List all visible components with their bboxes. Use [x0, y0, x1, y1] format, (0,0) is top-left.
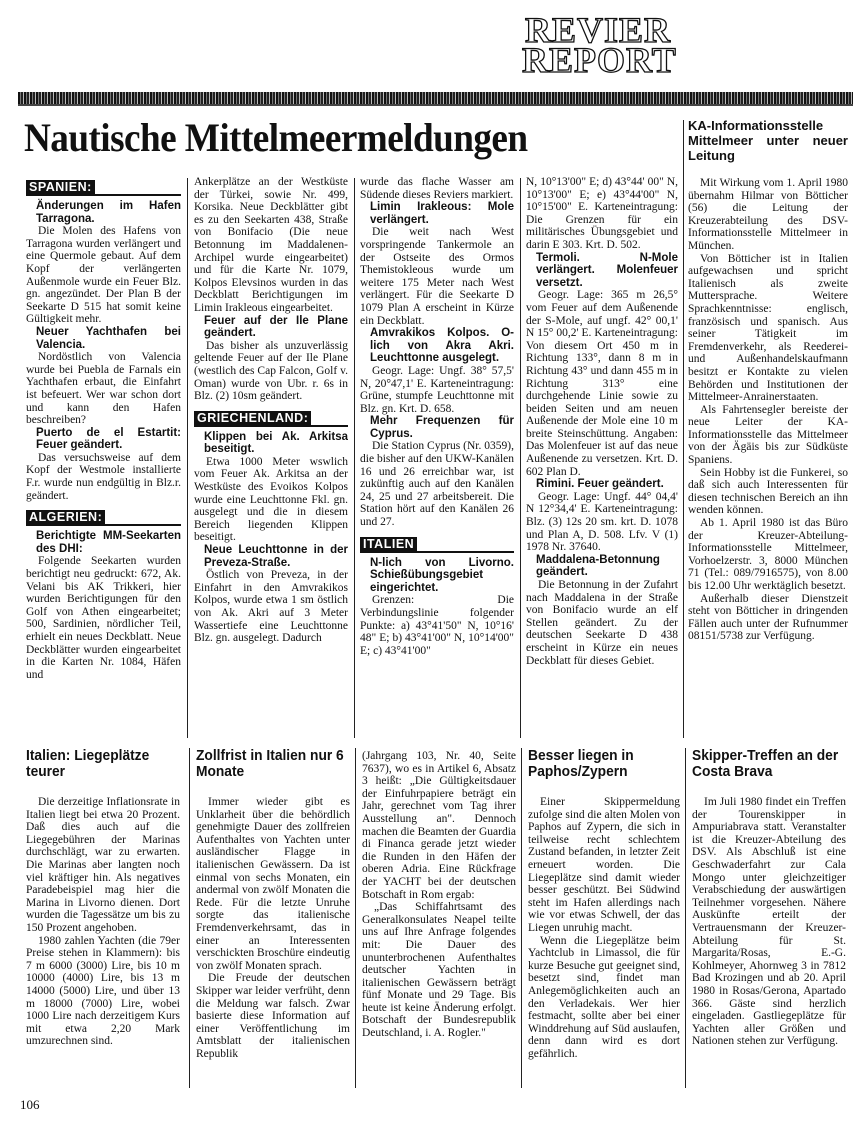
notice-heading: Änderungen im Hafen Tarragona. [36, 200, 181, 225]
notice-text: Das bisher als unzuverlässig geltende Feuer auf der Ile Plane (westlich des Cap Falcon, Golf v. Oman) wurde von Ubr. r. 6s in Blz. (2) 10sm geändert. [194, 339, 348, 403]
page-number: 106 [20, 1097, 40, 1112]
article-italien-liegeplaetze [26, 796, 180, 1086]
notice-heading: Limin Irakleous: Mole verlängert. [370, 201, 514, 226]
logo-line-2: REPORT [522, 40, 677, 80]
sidebar-title: KA-Informationsstelle Mittelmeer unter neuer Leitung [688, 118, 848, 163]
column-1 [26, 180, 181, 740]
column-4 [526, 176, 678, 740]
section-heading-italien: ITALIEN [360, 537, 514, 553]
article-paragraph: Einer Skippermeldung zufolge sind die alten Molen von Paphos auf Zypern, die sich in teilweise recht schlechtem Zustand befanden, in letzter Zeit erneuert worden. Die Liegeplätze sind damit wieder besser geschützt. Bei Südwind steht im Hafen allerdings nach wie vor etwas Schwell, der das Liegen unruhig macht. [528, 796, 680, 934]
article-paragraph: Immer wieder gibt es Unklarheit über die behördlich genehmigte Dauer des zollfreien Aufenthaltes von Yachten unter ausländischer Flagge in italienischen Gewässern. Da ist einmal von sechs Monaten, ein andermal von zwölf Monaten die Rede. Für die letzte Unruhe sorgte das italienische Fremdenverkehrsamt, das in einer an Interessenten verschickten Broschüre eindeutig von zwölf Monaten sprach. [196, 796, 350, 972]
article-paragraph: Die derzeitige Inflationsrate in Italien liegt bei etwa 20 Prozent. Daß dies auch auf die Liegegebühren der Marinas durchschlägt, war zu erwarten. Die Marinas aber langten noch viel kräftiger hin. Als negatives Paradebeispiel mag hier die Marina in Livorno dienen. Dort wurden die Tagessätze um bis zu 150 Prozent angehoben. [26, 796, 180, 934]
article-paragraph: 1980 zahlen Yachten (die 79er Preise stehen in Klammern): bis 7 m 6000 (3000) Lire, bis 10 m 10000 (4000) Lire, bis 13 m 14000 (5000) Lire, und über 13 m 18000 (7000) Lire, wobei 1000 Lire nach derzeitigem Kurs mit etwa 2,20 Mark umzurechnen sind. [26, 934, 180, 1048]
section-heading-griechenland: GRIECHENLAND: [194, 411, 348, 427]
notice-text: Geogr. Lage: 365 m 26,5° vom Feuer auf dem Außenende der S-Mole, auf ungf. 42° 00,1' N 15° 00,2' E. Karteneintragung: Von diesem Ort 450 m in Richtung 133°, dann 8 m in Richtung 43° und dann 455 m in Richtung 313° eine durchgehende Linie sowie zu beiden Seiten und am neuen Außenende der Mole eine 10 m breite Steinschüttung. Angaben: Das Molenfeuer ist auf das neue Außenende zu versetzen. Krt. D. 602 Plan D. [526, 289, 678, 478]
notice-text: Die Betonnung in der Zufahrt nach Maddalena in der Straße von Bonifacio wurde an elf Stellen geändert. Zu der deutschen Seekarte D 438 erscheint in Kürze ein neues Deckblatt für dieses Gebiet. [526, 579, 678, 667]
notice-heading: Neuer Yachthafen bei Valencia. [36, 325, 181, 351]
notice-heading: Neue Leuchttonne in der Preveza-Straße. [204, 544, 348, 569]
notice-text: Die Station Cyprus (Nr. 0359), die bisher auf den UKW-Kanälen 16 und 26 erreichbar war, ist zukünftig auch auf den Kanälen 24, 25 und 27 arbeitsbereit. Die Station hört auf den Kanälen 26 und 27. [360, 440, 514, 529]
notice-text: Nordöstlich von Valencia wurde bei Puebla de Farnals ein Yachthafen erbaut, die Einfahrt ist befeuert. Wer war schon dort und kann den Hafen beschreiben? [26, 351, 181, 427]
column-divider [355, 748, 356, 1088]
section-heading-algerien: ALGERIEN: [26, 510, 181, 526]
sidebar-article [688, 118, 848, 738]
notice-heading: N-lich von Livorno. Schießübungsgebiet eingerichtet. [370, 556, 514, 594]
article-skipper-treffen [692, 796, 846, 1086]
article-zollfrist [196, 796, 350, 1086]
column-2 [194, 176, 348, 740]
article-zollfrist-continued [362, 750, 516, 1086]
article-paragraph: (Jahrgang 103, Nr. 40, Seite 7637), wo es in Artikel 6, Absatz 3 heißt: „Die Gültigkeitsdauer der Einfuhrpapiere beträgt ein Jahr, gerechnet vom Tag ihrer Ausstellung an". Dennoch machen die Beamten der Guardia di Financa gerade jetzt wieder die Runden in den Häfen der oberen Adria. Eine Rückfrage der YACHT bei der deutschen Botschaft in Rom ergab: [362, 750, 516, 901]
masthead-band [18, 92, 853, 104]
notice-heading: Rimini. Feuer geändert. [536, 478, 664, 491]
notice-heading: Feuer auf der Ile Plane geändert. [204, 314, 348, 340]
column-divider [521, 748, 522, 1088]
notice-text: N, 10°13'00" E; d) 43°44' 00" N, 10°13'00" E; e) 43°44'00" N, 10°15'00" E. Karteneintragung: Die Grenzen für ein militärisches Übungsgebiet und darin E 303. Krt. D. 502. [526, 176, 678, 251]
article-title-italien-liegeplaetze: Italien: Liegeplätze teurer [26, 748, 150, 780]
column-divider [187, 178, 188, 738]
column-divider [520, 178, 521, 738]
notice-text: Geogr. Lage: Ungf. 38° 57,5' N, 20°47,1' E. Karteneintragung: Grüne, stumpfe Leuchttonne mit Blz. gn. Krt. D. 658. [360, 364, 514, 415]
article-paphos [528, 796, 680, 1086]
notice-text: Die weit nach West vorspringende Tankermole an der Ostseite des Ormos Themistokleous wurde um weitere 175 Meter nach West verlängert. Für die Seekarte D 1079 Plan A erscheint in Kürze ein Deckblatt. [360, 226, 514, 327]
sidebar-paragraph: Von Bötticher ist in Italien aufgewachsen und spricht Italienisch als zweite Muttersprache. Weitere Sprachkenntnisse: englisch, französisch und spanisch. Aus seiner Tätigkeit im Fremdenverkehr, als Reederei- und Außenhandelskaufmann besitzt er Kontakte zu vielen Behörden und Institutionen der Mittelmeer-Anrainerstaaten. [688, 252, 848, 404]
masthead-band-rule [18, 104, 853, 106]
notice-text: Ankerplätze an der Westküste der Türkei, sowie Nr. 499, Korsika. Neue Deckblätter gibt es zu den Seekarten 438, Straße von Bonifacio (Die neue Betonnung im Maddalenen-Archipel wurde eingearbeitet) und für die Karte Nr. 1079, Kolpos Elevsinos wurden in das Deckblatt Berichtigungen im Limin Irakleous eingearbeitet. [194, 176, 348, 314]
notice-heading: Berichtigte MM-Seekarten des DHI: [36, 530, 181, 555]
column-3 [360, 176, 514, 740]
notice-text: Geogr. Lage: Ungf. 44° 04,4' N 12°34,4' E. Karteneintragung: Blz. (3) 12s 20 sm. krt. D. 1078 und Plan A, D. 508. Lfv. V (1) 1978 Nr. 37640. [526, 490, 678, 554]
column-divider [189, 748, 190, 1088]
notice-heading: Puerto de el Estartit: Feuer geändert. [36, 426, 181, 452]
sidebar-paragraph: Ab 1. April 1980 ist das Büro der Kreuzer-Abteilung-Informationsstelle Mittelmeer, Vorhoelzerstr. 3, 8000 München 71 (Tel.: 089/7916575), von 8.00 bis 12.00 Uhr werktäglich besetzt. [688, 517, 848, 592]
revier-report-logo [522, 10, 677, 80]
section-heading-spanien: SPANIEN: [26, 180, 181, 196]
notice-text: Die Molen des Hafens von Tarragona wurden verlängert und eine Quermole gebaut. Auf dem Kopf der verlängerten Außenmole wurde ein Feuer Blz. gn. angezündet. Der Plan B der Seekarte D 515 hat somit keine Gültigkeit mehr. [26, 225, 181, 326]
article-paragraph: Wenn die Liegeplätze beim Yachtclub in Limassol, die für kurze Besuche gut geeignet sind, besetzt sind, findet man Anlegemöglichkeiten auch an den Verladekais. Wer hier festmacht, sollte aber bei einer Winddrehung auf Süd auslaufen, denn dann wird es dort gefährlich. [528, 934, 680, 1060]
column-divider [354, 178, 355, 738]
column-divider [685, 748, 686, 1088]
sidebar-paragraph: Sein Hobby ist die Funkerei, so daß sich auch Interessenten für diesen technischen Bereich an ihn wenden können. [688, 466, 848, 517]
notice-text: Etwa 1000 Meter wswlich vom Feuer Ak. Arkitsa an der Westküste des Evoikos Kolpos wurde eine Leuchttonne Fkl. gn. ausgelegt und die in diesem Bereich liegenden Klippen beseitigt. [194, 455, 348, 544]
article-paragraph: „Das Schiffahrtsamt des Generalkonsulates Neapel teilte uns auf Ihre Anfrage folgendes mit: Die Dauer des ununterbrochenen Aufenthaltes deutscher Yachten in italienischen Gewässern beträgt fünf Monate und 29 Tage. Bis heute ist keine Änderung erfolgt. Botschaft der Bundesrepublik Deutschland, i. A. Rogler." [362, 901, 516, 1040]
article-title-paphos: Besser liegen in Paphos/Zypern [528, 748, 634, 780]
column-divider [683, 120, 684, 738]
article-title-skipper-treffen: Skipper-Treffen an der Costa Brava [692, 748, 839, 780]
article-paragraph: Im Juli 1980 findet ein Treffen der Tourenskipper in Ampuriabrava statt. Veranstalter ist die Kreuzer-Abteilung des DSV. Als Abschluß ist eine Geschwaderfahrt zur Cala Mongo unter gleichzeitiger Verabschiedung der auswärtigen Teilnehmer vorgesehen. Nähere Auskünfte erteilt der Vertrauensmann der Kreuzer-Abteilung für St. Margarita/Rosas, E.-G. Kohlmeyer, Ahornweg 3 in 7812 Bad Krozingen und ab 20. April 1980 in Rosas/Gerona, Apartado 366. Gäste sind herzlich eingeladen. Gastliegeplätze für Yachten aller Größen und Nationen stehen zur Verfügung. [692, 796, 846, 1048]
notice-text: Grenzen: Die Verbindungslinie folgender Punkte: a) 43°41'50" N, 10°16' 48" E; b) 43°41'00" N, 10°14'00" E; c) 43°41'00" [360, 594, 514, 657]
notice-heading: Mehr Frequenzen für Cyprus. [370, 415, 514, 440]
notice-text: Das versuchsweise auf dem Kopf der Westmole installierte F.r. wurde nun endgültig in Blz.r. geändert. [26, 451, 181, 502]
notice-text: Folgende Seekarten wurden berichtigt neu gedruckt: 672, Ak. Velani bis AK Trikkeri, hier wurden Berichtigungen für den Golf von Athen eingearbeitet; 500, Sardinien, nördlicher Teil, erhielt ein neues Deckblatt. Neue Deckblätter wurden eingearbeitet in die Karten Nr. 1084, Häfen und [26, 555, 181, 681]
sidebar-paragraph: Als Fahrtensegler bereiste der neue Leiter der KA-Informationsstelle das Mittelmeer von der Ägäis bis zur Südküste Spaniens. [688, 403, 848, 467]
notice-heading: Termoli. N-Mole verlängert. Molenfeuer versetzt. [536, 251, 678, 289]
logo-line-1: REVIER [524, 10, 672, 50]
notice-heading: Maddalena-Betonnung geändert. [536, 553, 660, 579]
article-paragraph: Die Freude der deutschen Skipper war leider verfrüht, denn die Meldung war falsch. Zwar basierte diese Information auf einer Veröffentlichung im Amtsblatt der italienischen Republik [196, 972, 350, 1060]
notice-text: wurde das flache Wasser am Südende dieses Reviers markiert. [360, 176, 514, 201]
page-headline: Nautische Mittelmeermeldungen [24, 115, 528, 160]
sidebar-paragraph: Mit Wirkung vom 1. April 1980 übernahm Hilmar von Bötticher (56) die Leitung der Kreuzerabteilung des DSV-Informationsstelle Mittelmeer in München. [688, 177, 848, 252]
sidebar-paragraph: Außerhalb dieser Dienstzeit steht von Bötticher in dringenden Fällen auch unter der Rufnummer 08151/5738 zur Verfügung. [688, 592, 848, 643]
article-title-zollfrist: Zollfrist in Italien nur 6 Monate [196, 748, 344, 780]
notice-heading: Amvrakikos Kolpos. O-lich von Akra Akri. Leuchttonne ausgelegt. [370, 327, 514, 365]
notice-text: Östlich von Preveza, in der Einfahrt in den Amvrakikos Kolpos, wurde etwa 1 sm östlich von Ak. Akri auf 3 Meter Wassertiefe eine Leuchttonne Blz. gn. ausgelegt. Dadurch [194, 569, 348, 645]
notice-heading: Klippen bei Ak. Arkitsa beseitigt. [204, 430, 348, 456]
